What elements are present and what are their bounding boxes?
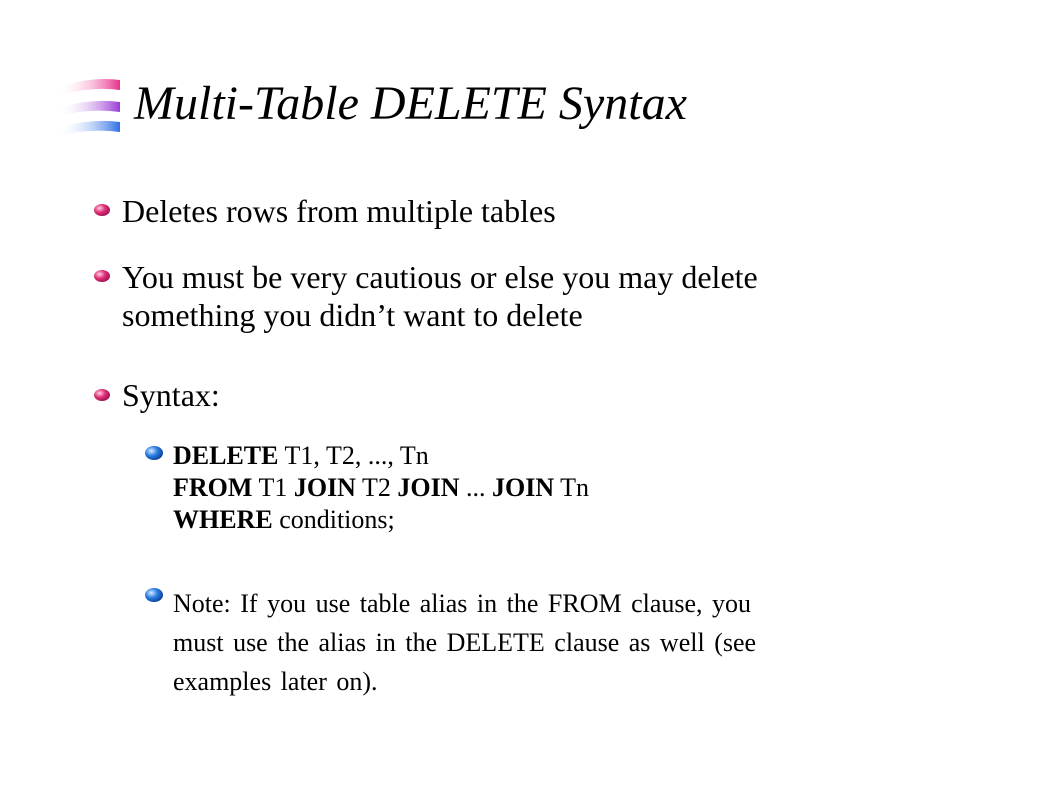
bullet-text-line: You must be very cautious or else you may delete [122,259,758,295]
delete-tables: T1, T2, ..., Tn [278,441,429,470]
bullet-text-syntax: Syntax: [122,377,220,413]
table-tn: Tn [554,473,590,502]
blue-bullet-icon [143,584,165,606]
syntax-delete-line [173,440,1003,472]
keyword-where: WHERE [173,505,273,534]
note-line: examples later on). [173,667,378,696]
note-line: Note: If you use table alias in the FROM clause, you [173,589,752,618]
table-t1: T1 [252,473,294,502]
where-conditions: conditions; [272,505,395,534]
ellipsis: ... [459,473,493,502]
keyword-join: JOIN [293,473,356,502]
syntax-code-block [173,440,1003,536]
slide-title: Multi-Table DELETE Syntax [134,77,687,130]
keyword-join: JOIN [492,473,555,502]
syntax-from-line [173,472,1003,504]
table-t2: T2 [355,473,398,502]
keyword-delete: DELETE [173,441,279,470]
bullet-text-line: something you didn’t want to delete [122,297,583,333]
keyword-join: JOIN [397,473,460,502]
pink-bullet-icon [92,385,112,405]
syntax-where-line [173,504,1003,536]
title-stripes-logo [54,72,124,138]
blue-bullet-icon [143,442,165,464]
keyword-from: FROM [173,473,253,502]
note-line: must use the alias in the DELETE clause as well (see [173,628,757,657]
bullet-text-cautious [122,258,1022,334]
pink-bullet-icon [92,266,112,286]
pink-bullet-icon [92,200,112,220]
bullet-text-deletes-rows: Deletes rows from multiple tables [122,193,556,229]
note-text [173,584,1003,701]
